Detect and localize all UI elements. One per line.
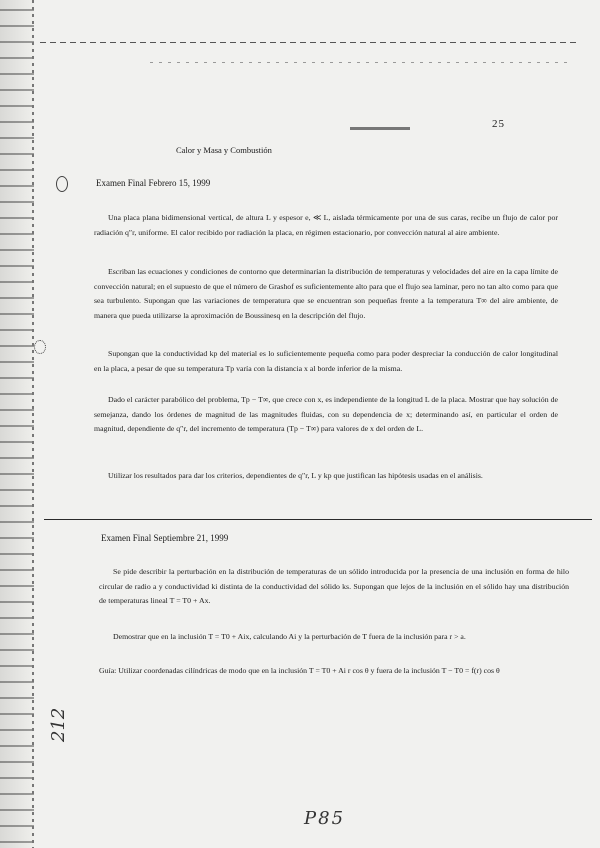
top-rule-faint [150,62,570,63]
binding-edge [0,0,34,848]
top-rule [40,42,580,43]
section-divider [44,519,592,520]
paragraph: Demostrar que en la inclusión T = T0 + Aix, calculando Ai y la perturbación de T fuera de la inclusión para r > a. [113,632,466,641]
margin-mark [56,176,68,192]
paragraph: Una placa plana bidimensional vertical, de altura L y espesor e, ≪ L, aislada térmicamente por una de sus caras, recibe un flujo de calor por radiación q″r, uniforme. El calor recibido por radiación la placa, en régimen estacionario, por convección natural al aire ambiente. [94,213,558,237]
exam-title: Examen Final Febrero 15, 1999 [96,178,211,188]
handwritten-side-note: 212 [48,707,69,742]
running-head: Calor y Masa y Combustión [176,145,272,155]
margin-mark [34,340,46,354]
paragraph: Escriban las ecuaciones y condiciones de contorno que determinarían la distribución de temperaturas y velocidades del aire en la capa límite de convección natural; en el supuesto de que el número de Grashof es suficientemente alto para que el flujo sea laminar, pero no tan alto como para que sea turbulento. Supongan que las variaciones de temperatura que se encuentran son pequeñas frente a la temperatura T∞ del aire ambiente, de manera que pueda utilizarse la aproximación de Boussinesq en la descripción del flujo. [94,267,558,320]
paragraph: Supongan que la conductividad kp del material es lo suficientemente pequeña como para poder despreciar la conducción de calor longitudinal en la placa, a pesar de que su temperatura Tp varía con la distancia x al borde inferior de la misma. [94,349,558,373]
handwritten-page-number: P85 [304,808,346,829]
paragraph: Guía: Utilizar coordenadas cilíndricas de modo que en la inclusión T = T0 + Ai r cos θ y fuera de la inclusión T − T0 = f(r) cos θ [99,666,500,675]
scan-smudge [350,127,410,130]
paragraph: Dado el carácter parabólico del problema, Tp − T∞, que crece con x, es independiente de la longitud L de la placa. Mostrar que hay solución de semejanza, dando los órdenes de magnitud de las magnitudes fluidas, con su dependencia de x; determinando así, en particular el orden de magnitud, dependiente de q″r, del incremento de temperatura (Tp − T∞) para valores de x del orden de L. [94,395,558,433]
paragraph: Se pide describir la perturbación en la distribución de temperaturas de un sólido introducida por la presencia de una inclusión en forma de hilo circular de radio a y conductividad ki distinta de la conductividad del sólido ks. Supongan que lejos de la inclusión en el sólido hay una distribución de temperaturas lineal T = T0 + Ax. [99,567,569,605]
paragraph: Utilizar los resultados para dar los criterios, dependientes de q″r, L y kp que justifican las hipótesis usadas en el análisis. [108,471,483,480]
exam-title: Examen Final Septiembre 21, 1999 [101,533,229,543]
page-marker: 25 [492,118,505,130]
